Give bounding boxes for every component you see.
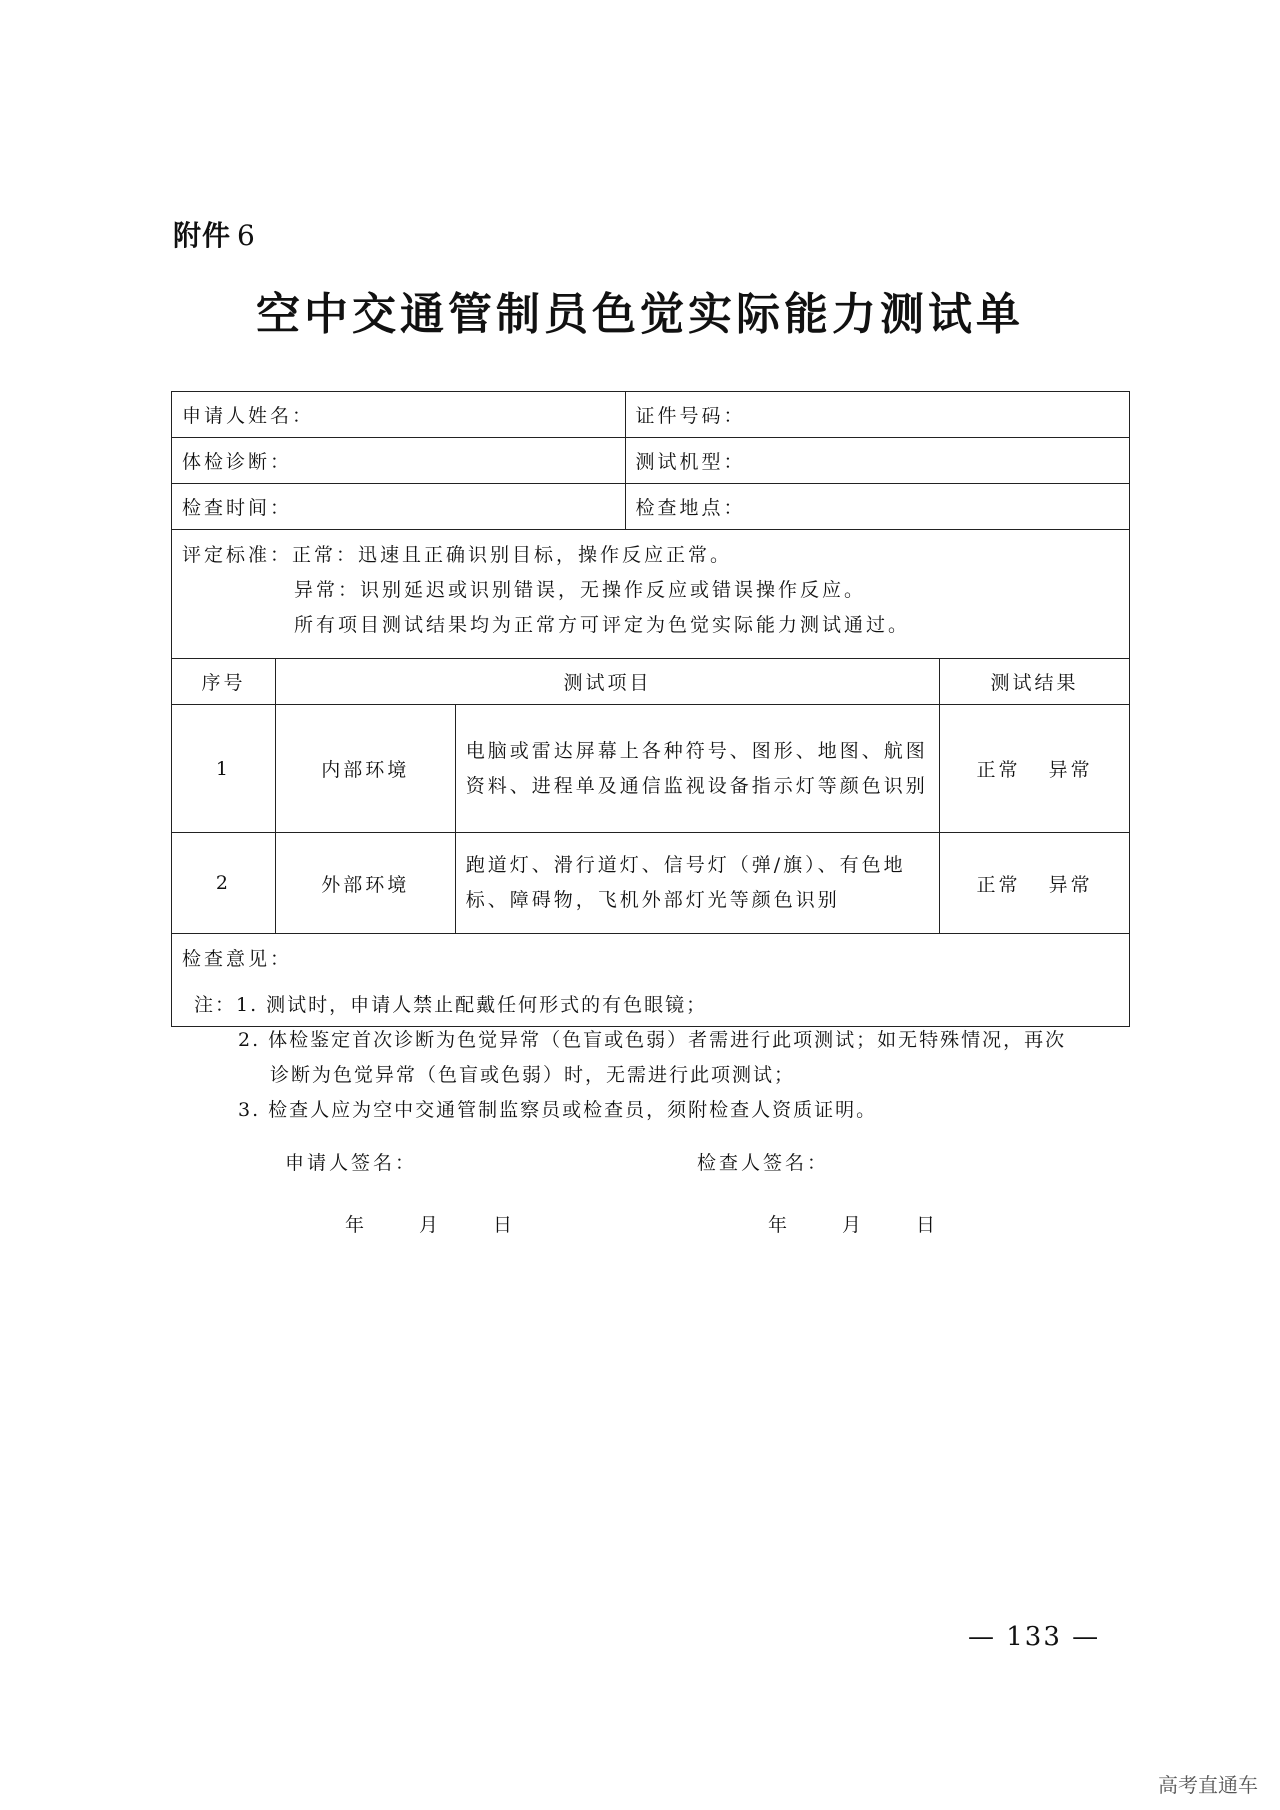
inspector-date: [768, 1210, 990, 1237]
id-number-field[interactable]: 证件号码：: [625, 392, 1130, 438]
result-normal-option[interactable]: 正常: [976, 873, 1021, 896]
note-1: 注：1. 测试时，申请人禁止配戴任何形式的有色眼镜；: [194, 994, 708, 1016]
medical-diagnosis-field[interactable]: 体检诊断：: [172, 438, 626, 484]
table-row: [172, 705, 1130, 833]
attachment-number: 6: [237, 219, 256, 252]
date-day: 日: [916, 1214, 936, 1236]
applicant-signature-label[interactable]: 申请人签名：: [285, 1152, 418, 1174]
form-row-criteria: [172, 530, 1130, 659]
criteria-pass: 所有项目测试结果均为正常方可评定为色觉实际能力测试通过。: [294, 614, 911, 636]
row-seq: 2: [172, 833, 276, 934]
row-result: [940, 705, 1130, 833]
notes-section: [194, 988, 1066, 1128]
column-header-seq: 序号: [172, 659, 276, 705]
attachment-text: 附件: [173, 219, 232, 252]
note-3: 3. 检查人应为空中交通管制监察员或检查员，须附检查人资质证明。: [238, 1099, 878, 1121]
watermark: 高考直通车: [1158, 1773, 1258, 1797]
form-row-time: [172, 484, 1130, 530]
applicant-name-field[interactable]: 申请人姓名：: [172, 392, 626, 438]
result-normal-option[interactable]: 正常: [976, 759, 1021, 781]
note-2-continued: 诊断为色觉异常（色盲或色弱）时，无需进行此项测试；: [270, 1064, 796, 1086]
date-month: 月: [419, 1214, 439, 1236]
criteria-normal: 评定标准：正常：迅速且正确识别目标，操作反应正常。: [182, 544, 733, 566]
result-abnormal-option[interactable]: 异常: [1048, 759, 1093, 781]
form-row-applicant: [172, 392, 1130, 438]
check-location-field[interactable]: 检查地点：: [625, 484, 1130, 530]
row-description: 电脑或雷达屏幕上各种符号、图形、地图、航图资料、进程单及通信监视设备指示灯等颜色识别: [455, 705, 939, 833]
form-row-diagnosis: [172, 438, 1130, 484]
row-seq: 1: [172, 705, 276, 833]
inspection-opinion-field[interactable]: 检查意见：: [172, 934, 1130, 1027]
table-header-row: [172, 659, 1130, 705]
check-time-field[interactable]: 检查时间：: [172, 484, 626, 530]
row-environment: 内部环境: [275, 705, 455, 833]
page-number: — 133 —: [968, 1622, 1101, 1652]
row-result: [940, 833, 1130, 934]
criteria-abnormal: 异常：识别延迟或识别错误，无操作反应或错误操作反应。: [294, 579, 867, 601]
column-header-result: 测试结果: [940, 659, 1130, 705]
test-aircraft-field[interactable]: 测试机型：: [625, 438, 1130, 484]
result-abnormal-option[interactable]: 异常: [1048, 873, 1093, 896]
table-row: [172, 833, 1130, 934]
date-month: 月: [842, 1214, 862, 1236]
row-description: 跑道灯、滑行道灯、信号灯（弹/旗）、有色地标、障碍物，飞机外部灯光等颜色识别: [455, 833, 939, 934]
inspector-signature-label[interactable]: 检查人签名：: [697, 1152, 830, 1174]
evaluation-criteria: [172, 530, 1130, 659]
document-title: 空中交通管制员色觉实际能力测试单: [256, 289, 1024, 340]
column-header-item: 测试项目: [275, 659, 939, 705]
note-2: 2. 体检鉴定首次诊断为色觉异常（色盲或色弱）者需进行此项测试；如无特殊情况，再次: [238, 1029, 1067, 1051]
applicant-date: [345, 1210, 567, 1237]
row-environment: 外部环境: [275, 833, 455, 934]
attachment-label: [173, 214, 256, 254]
date-day: 日: [493, 1214, 513, 1236]
date-year: 年: [768, 1214, 788, 1236]
test-form-table: [171, 391, 1130, 1027]
date-year: 年: [345, 1214, 365, 1236]
